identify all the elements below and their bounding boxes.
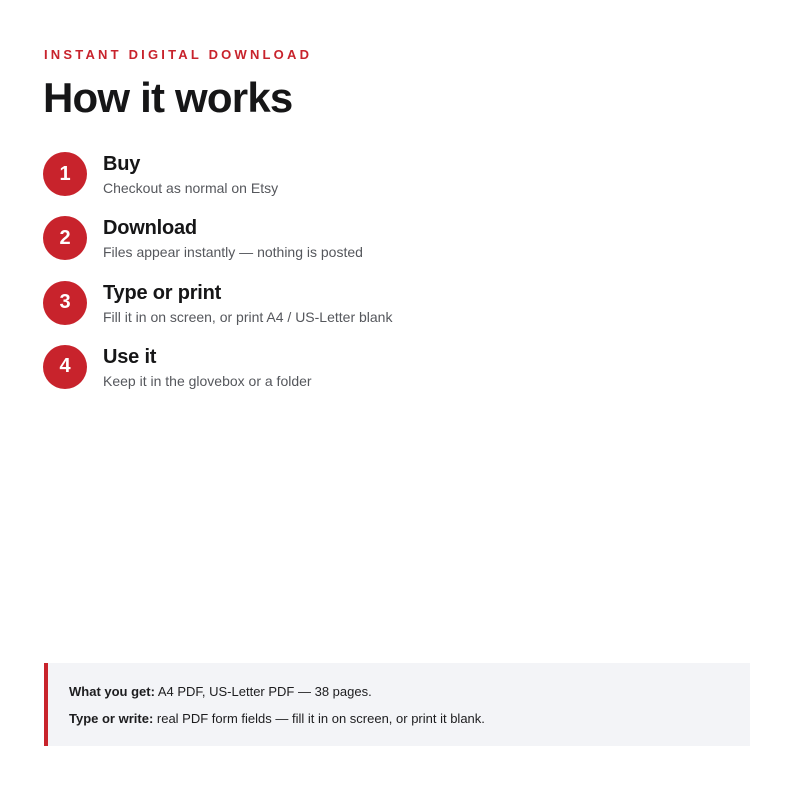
step-title: Download bbox=[103, 217, 197, 240]
eyebrow-label: INSTANT DIGITAL DOWNLOAD bbox=[44, 47, 313, 62]
step-item bbox=[43, 281, 743, 345]
step-description: Checkout as normal on Etsy bbox=[103, 180, 279, 196]
step-number-badge: 4 bbox=[43, 345, 87, 389]
info-label: Type or write: bbox=[69, 711, 154, 726]
info-line-type-or-write bbox=[69, 711, 485, 726]
info-label: What you get: bbox=[69, 684, 155, 699]
info-value: real PDF form fields — fill it in on screen, or print it blank. bbox=[153, 711, 485, 726]
step-description: Fill it in on screen, or print A4 / US-Letter blank bbox=[103, 308, 393, 325]
step-item bbox=[43, 216, 743, 280]
step-title: Buy bbox=[103, 153, 141, 175]
step-number-badge: 1 bbox=[43, 152, 87, 196]
step-description: Keep it in the glovebox or a folder bbox=[103, 372, 312, 389]
step-title: Use it bbox=[103, 345, 157, 368]
steps-list bbox=[43, 152, 743, 409]
step-number-badge: 3 bbox=[43, 281, 87, 325]
info-line-what-you-get bbox=[69, 684, 372, 699]
step-description: Files appear instantly — nothing is posted bbox=[103, 244, 363, 261]
step-item bbox=[43, 152, 743, 216]
step-number-badge: 2 bbox=[43, 216, 87, 260]
step-title: Type or print bbox=[103, 281, 222, 304]
step-item bbox=[43, 345, 743, 409]
info-value: A4 PDF, US-Letter PDF — 38 pages. bbox=[154, 684, 372, 699]
page-title: How it works bbox=[43, 74, 293, 121]
info-panel bbox=[44, 663, 750, 746]
